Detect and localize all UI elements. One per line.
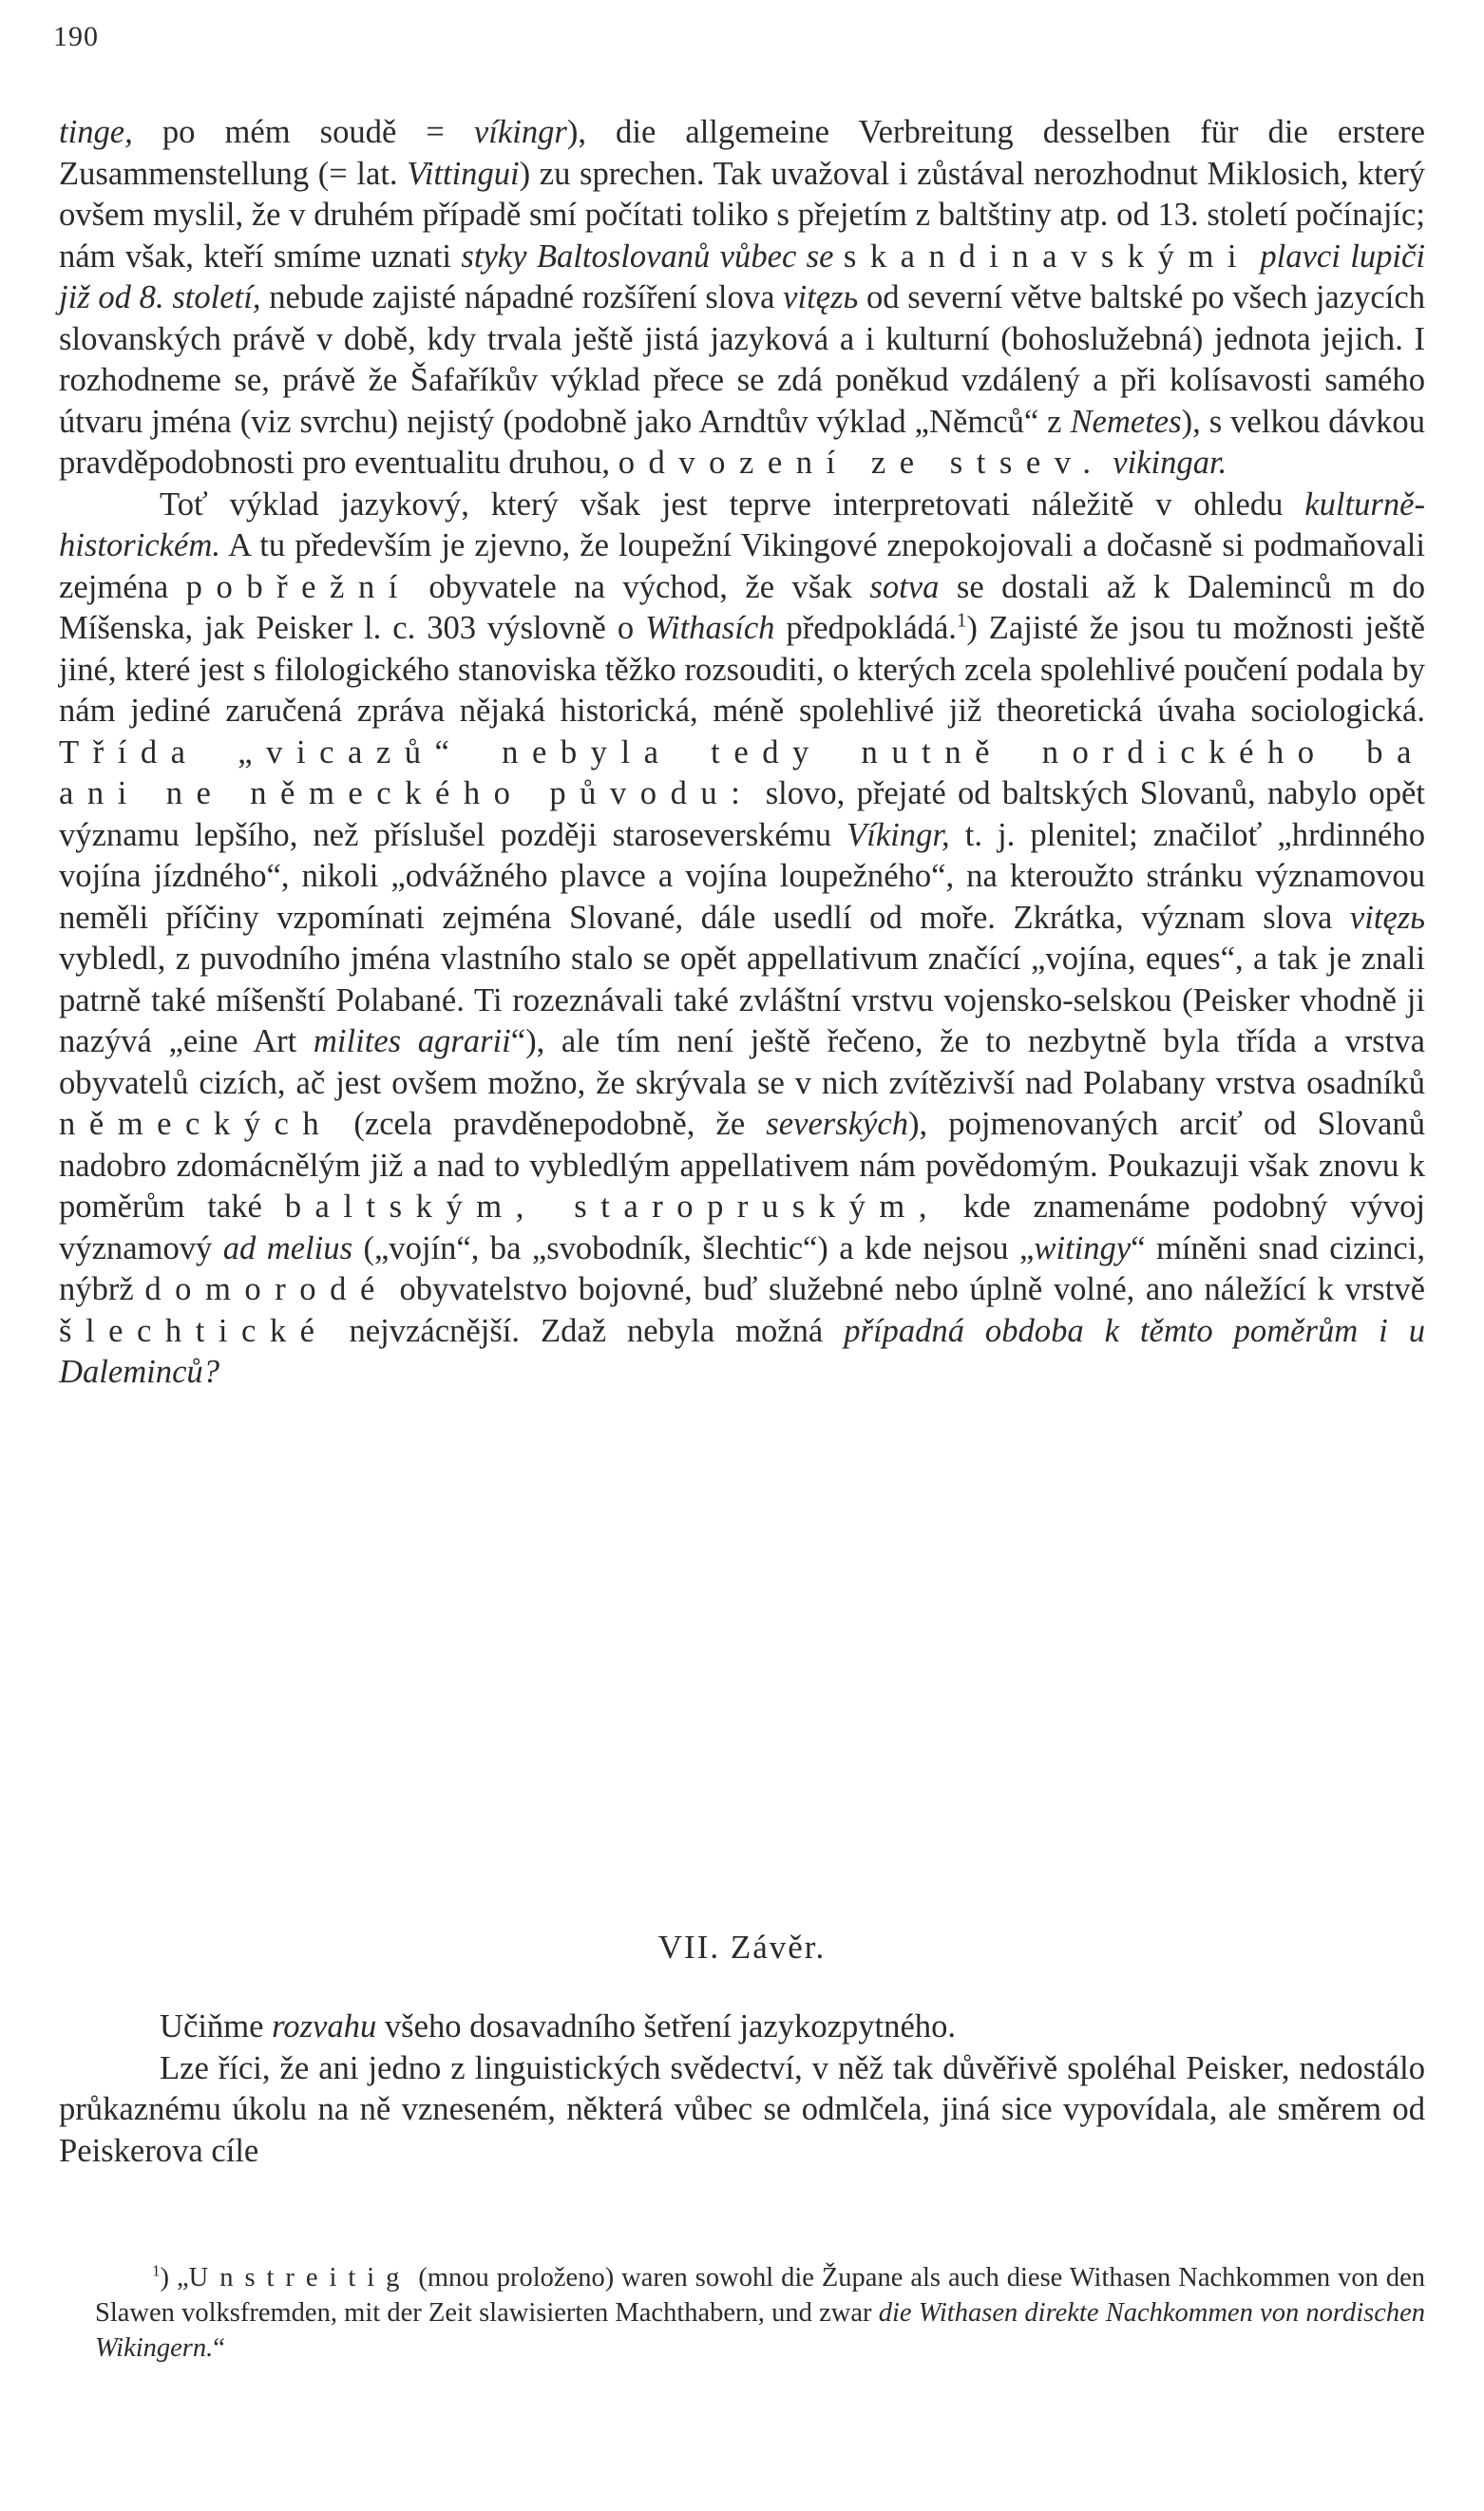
text-run: se dostali až k Daleminců m do Míšenska, jak Peisker l. c. 303 výslovně o <box>59 568 1425 646</box>
italic-run: vitęzь <box>1349 899 1425 936</box>
spaced-emphasis-run: německých <box>59 1106 333 1142</box>
text-run: všeho dosavadního šetření jazykozpytného. <box>376 2008 957 2045</box>
italic-run: milites agrarii <box>313 1023 511 1059</box>
spaced-emphasis-run: Třída „vicazů“ nebyla tedy nutně nordického ba ani ne německého původu: <box>59 733 1425 811</box>
italic-run: die Withasen direkte Nachkommen von nordischen Wikingern. <box>95 2297 1426 2363</box>
text-run: “), ale tím není ještě řečeno, že to nezbytně byla třída a vrstva obyvatelů cizích, ač jest ovšem možno, že skrývala se v nich zvítězivší nad Polabany vrstva osadníků <box>59 1023 1426 1101</box>
text-run: slovo, přejaté od baltských Slovanů, nabylo opět významu lepšího, než příslušel později staroseverskému <box>59 775 1425 853</box>
text-run: předpokládá. <box>774 610 957 646</box>
section-heading: VII. Závěr. <box>657 1929 827 1966</box>
conclusion-paragraph-1 <box>59 2007 1425 2048</box>
spaced-emphasis-run: Unstreitig <box>188 2262 411 2292</box>
spaced-emphasis-run: domorodé <box>144 1271 389 1307</box>
text-run: A tu především je zjevno, že loupežní Vikingové znepokojovali a dočasně si podmaňovali zejména <box>59 527 1425 605</box>
text-run <box>833 238 843 275</box>
text-run: t. j. plenitel; značiloť „hrdinného vojína jízdného“, nikoli „odvážného plavce a vojína loupežného“, na kteroužto stránku významovou neměli příčiny vzpomínati zejména Slované, dále usedlí od moře. Zkrátka, význam slova <box>59 816 1425 936</box>
spaced-emphasis-run: baltským, staropruským, <box>284 1189 942 1225</box>
text-run: po mém soudě = <box>132 114 474 150</box>
footnote-marker: 1 <box>956 610 967 632</box>
text-run: ), die allgemeine Verbreitung desselben für die erstere Zusammenstellung (= lat. <box>59 114 1425 192</box>
conclusion-text <box>59 2007 1425 2172</box>
italic-run: vitęzь <box>783 279 859 315</box>
text-run: (mnou proloženo) waren sowohl die Župane als auch diese Withasen Nachkommen von den Slawen volksfremden, mit der Zeit slawisierten Machthabern, und zwar <box>95 2262 1425 2328</box>
italic-run: severských <box>766 1106 909 1142</box>
text-run: Učiňme <box>160 2008 273 2045</box>
text-run: („vojín“, ba „svobodník, šlechtic“) a kde nejsou „ <box>352 1229 1035 1266</box>
text-run: vybledl, z puvodního jména vlastního stalo se opět appellativum značící „vojína, eques“, a tak je znali patrně také míšenští Polabané. Ti rozeznávali také zvláštní vrstvu vojensko-selskou (Peisker vhodně ji nazývá „eine Art <box>59 941 1425 1059</box>
text-run <box>1250 238 1260 275</box>
text-run: od severní větve baltské po všech jazycích slovanských právě v době, kdy trvala ještě jistá jazyková a i kulturní (bohoslužebná) jednota jejich. I rozhodneme se, právě že Šafaříkův výklad přece se zdá poněkud vzdálený a při kolísavosti samého útvaru jména (viz svrchu) nejistý (podobně jako Arndtův výklad „Němců“ z <box>59 279 1426 440</box>
italic-run: Nemetes <box>1070 403 1182 440</box>
text-run: kde znamenáme podobný vývoj významový <box>59 1189 1425 1266</box>
text-run: nejvzácnější. Zdaž nebyla možná <box>328 1312 845 1349</box>
text-run <box>1105 445 1113 481</box>
italic-run: tinge, <box>59 114 133 150</box>
italic-run: Víkingr, <box>847 816 950 853</box>
italic-run: vikingar. <box>1113 445 1227 481</box>
text-run: ) zu sprechen. Tak uvažoval i zůstával nerozhodnut Miklosich, který ovšem myslil, že v druhém případě smí počítati toliko s přejetím z baltštiny atp. od 13. století počínajíc; nám však, kteří smíme uznati <box>59 155 1425 275</box>
page-number: 190 <box>53 21 99 52</box>
paragraph-2 <box>59 485 1425 1394</box>
italic-run: ad melius <box>222 1229 353 1266</box>
footnote <box>95 2260 1425 2366</box>
text-run: ), s velkou dávkou pravděpodobnosti pro eventualitu druhou, <box>59 403 1425 481</box>
italic-run: plavci lupiči již od 8. století, <box>59 238 1425 315</box>
text-run: Lze říci, že ani jedno z linguistických svědectví, v něž tak důvěřivě spoléhal Peisker, nedostálo průkaznému úkolu na ně vzneseném, některá vůbec se odmlčela, jiná sice vypovídala, ale směrem od Peiskerova cíle <box>59 2049 1425 2169</box>
italic-run: witingy <box>1034 1229 1132 1266</box>
text-run: ) Zajisté že jsou tu možnosti ještě jiné, které jest s filologického stanoviska těžko rozsouditi, o kterých zcela spolehlivé poučení podala by nám jediné zaručená zpráva nějaká historická, méně spolehlivé již theoretická úvaha sociologická. <box>59 610 1426 729</box>
italic-run: víkingr <box>473 114 567 150</box>
italic-run: styky Baltoslovanů vůbec se <box>461 238 834 275</box>
main-text <box>59 112 1425 1394</box>
text-run: ) „ <box>160 2262 189 2292</box>
italic-run: Withasích <box>645 610 775 646</box>
italic-run: sotva <box>869 568 940 605</box>
text-run: obyvatelstvo bojovné, buď služebné nebo úplně volné, ano náležící k vrstvě <box>388 1271 1426 1307</box>
italic-run: kulturně-historickém. <box>59 485 1425 563</box>
conclusion-paragraph-2 <box>59 2048 1425 2173</box>
text-run: Toť výklad jazykový, který však jest teprve interpretovati náležitě v ohledu <box>160 485 1305 523</box>
text-run: ), pojmenovaných arciť od Slovanů nadobro zdomácnělým již a nad to vybledlým appellativem nám povědomým. Poukazuji však znovu k poměrům také <box>59 1106 1425 1225</box>
text-run: “ míněni snad cizinci, nýbrž <box>59 1229 1425 1307</box>
spaced-emphasis-run: skandinavskými <box>843 238 1251 275</box>
italic-run: případná obdoba k těmto poměrům i u Daleminců? <box>59 1312 1425 1390</box>
spaced-emphasis-run: šlechtické <box>59 1312 329 1349</box>
text-run: obyvatele na východ, že však <box>410 568 870 605</box>
italic-run: Vittingui <box>407 155 520 192</box>
text-run: (zcela pravděnepodobně, že <box>333 1106 767 1142</box>
italic-run: rozvahu <box>272 2008 377 2045</box>
text-run: nebude zajisté nápadné rozšíření slova <box>260 279 784 315</box>
text-run: “ <box>213 2332 225 2363</box>
footnote-divider <box>152 2214 342 2215</box>
spaced-emphasis-run: odvození ze stsev. <box>618 445 1105 481</box>
paragraph-1 <box>59 112 1425 485</box>
footnote-marker: 1 <box>152 2261 161 2279</box>
spaced-emphasis-run: pobřežní <box>185 568 411 605</box>
